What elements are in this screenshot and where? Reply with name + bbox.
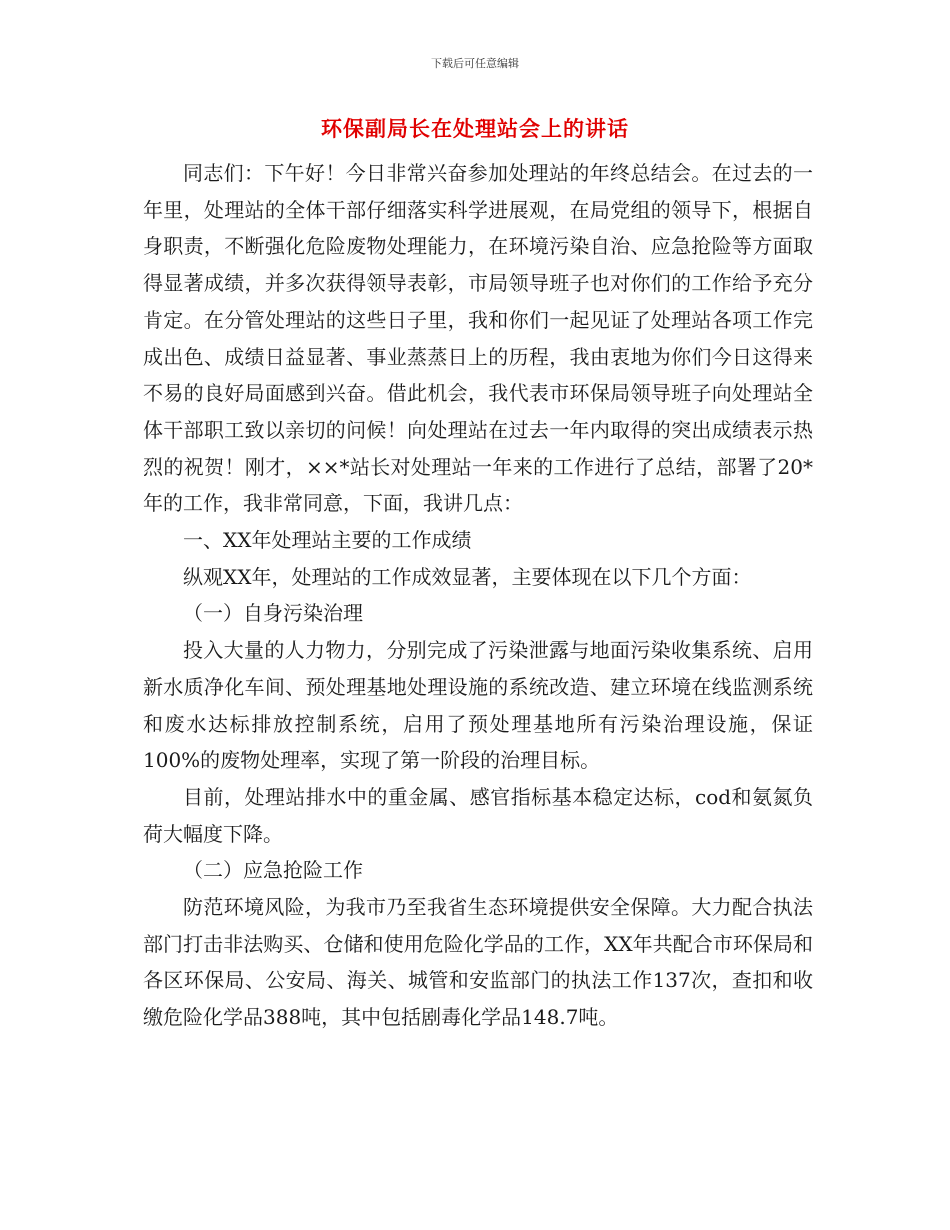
section-heading-1: 一、XX年处理站主要的工作成绩 xyxy=(183,528,472,553)
header-note: 下载后可任意编辑 xyxy=(431,57,519,70)
paragraph-emergency-work: 防范环境风险，为我市乃至我省生态环境提供安全保障。大力配合执法部门打击非法购买、仓储和使用危险化学品的工作，XX年共配合市环保局和各区环保局、公安局、海关、城管和安监部门的执法工作137次，查扣和收缴危险化学品388吨，其中包括剧毒化学品148.7吨。 xyxy=(143,895,813,1030)
subsection-heading-2: （二）应急抢险工作 xyxy=(183,858,363,883)
document-title: 环保副局长在处理站会上的讲话 xyxy=(321,117,629,141)
subsection-heading-1: （一）自身污染治理 xyxy=(183,601,363,626)
paragraph-overview: 纵观XX年，处理站的工作成效显著，主要体现在以下几个方面： xyxy=(183,564,752,589)
paragraph-pollution-control: 投入大量的人力物力，分别完成了污染泄露与地面污染收集系统、启用新水质净化车间、预处理基地处理设施的系统改造、建立环境在线监测系统和废水达标排放控制系统，启用了预处理基地所有污染治理设施，保证100%的废物处理率，实现了第一阶段的治理目标。 xyxy=(143,638,813,773)
paragraph-current-status: 目前，处理站排水中的重金属、感官指标基本稳定达标，cod和氨氮负荷大幅度下降。 xyxy=(143,784,813,846)
document-body xyxy=(143,155,813,1036)
paragraph-greeting: 同志们：下午好！今日非常兴奋参加处理站的年终总结会。在过去的一年里，处理站的全体干部仔细落实科学进展观，在局党组的领导下，根据自身职责，不断强化危险废物处理能力，在环境污染自治、应急抢险等方面取得显著成绩，并多次获得领导表彰，市局领导班子也对你们的工作给予充分肯定。在分管处理站的这些日子里，我和你们一起见证了处理站各项工作完成出色、成绩日益显著、事业蒸蒸日上的历程，我由衷地为你们今日这得来不易的良好局面感到兴奋。借此机会，我代表市环保局领导班子向处理站全体干部职工致以亲切的问候！向处理站在过去一年内取得的突出成绩表示热烈的祝贺！刚才，××*站长对处理站一年来的工作进行了总结，部署了20*年的工作，我非常同意，下面，我讲几点： xyxy=(143,161,813,516)
